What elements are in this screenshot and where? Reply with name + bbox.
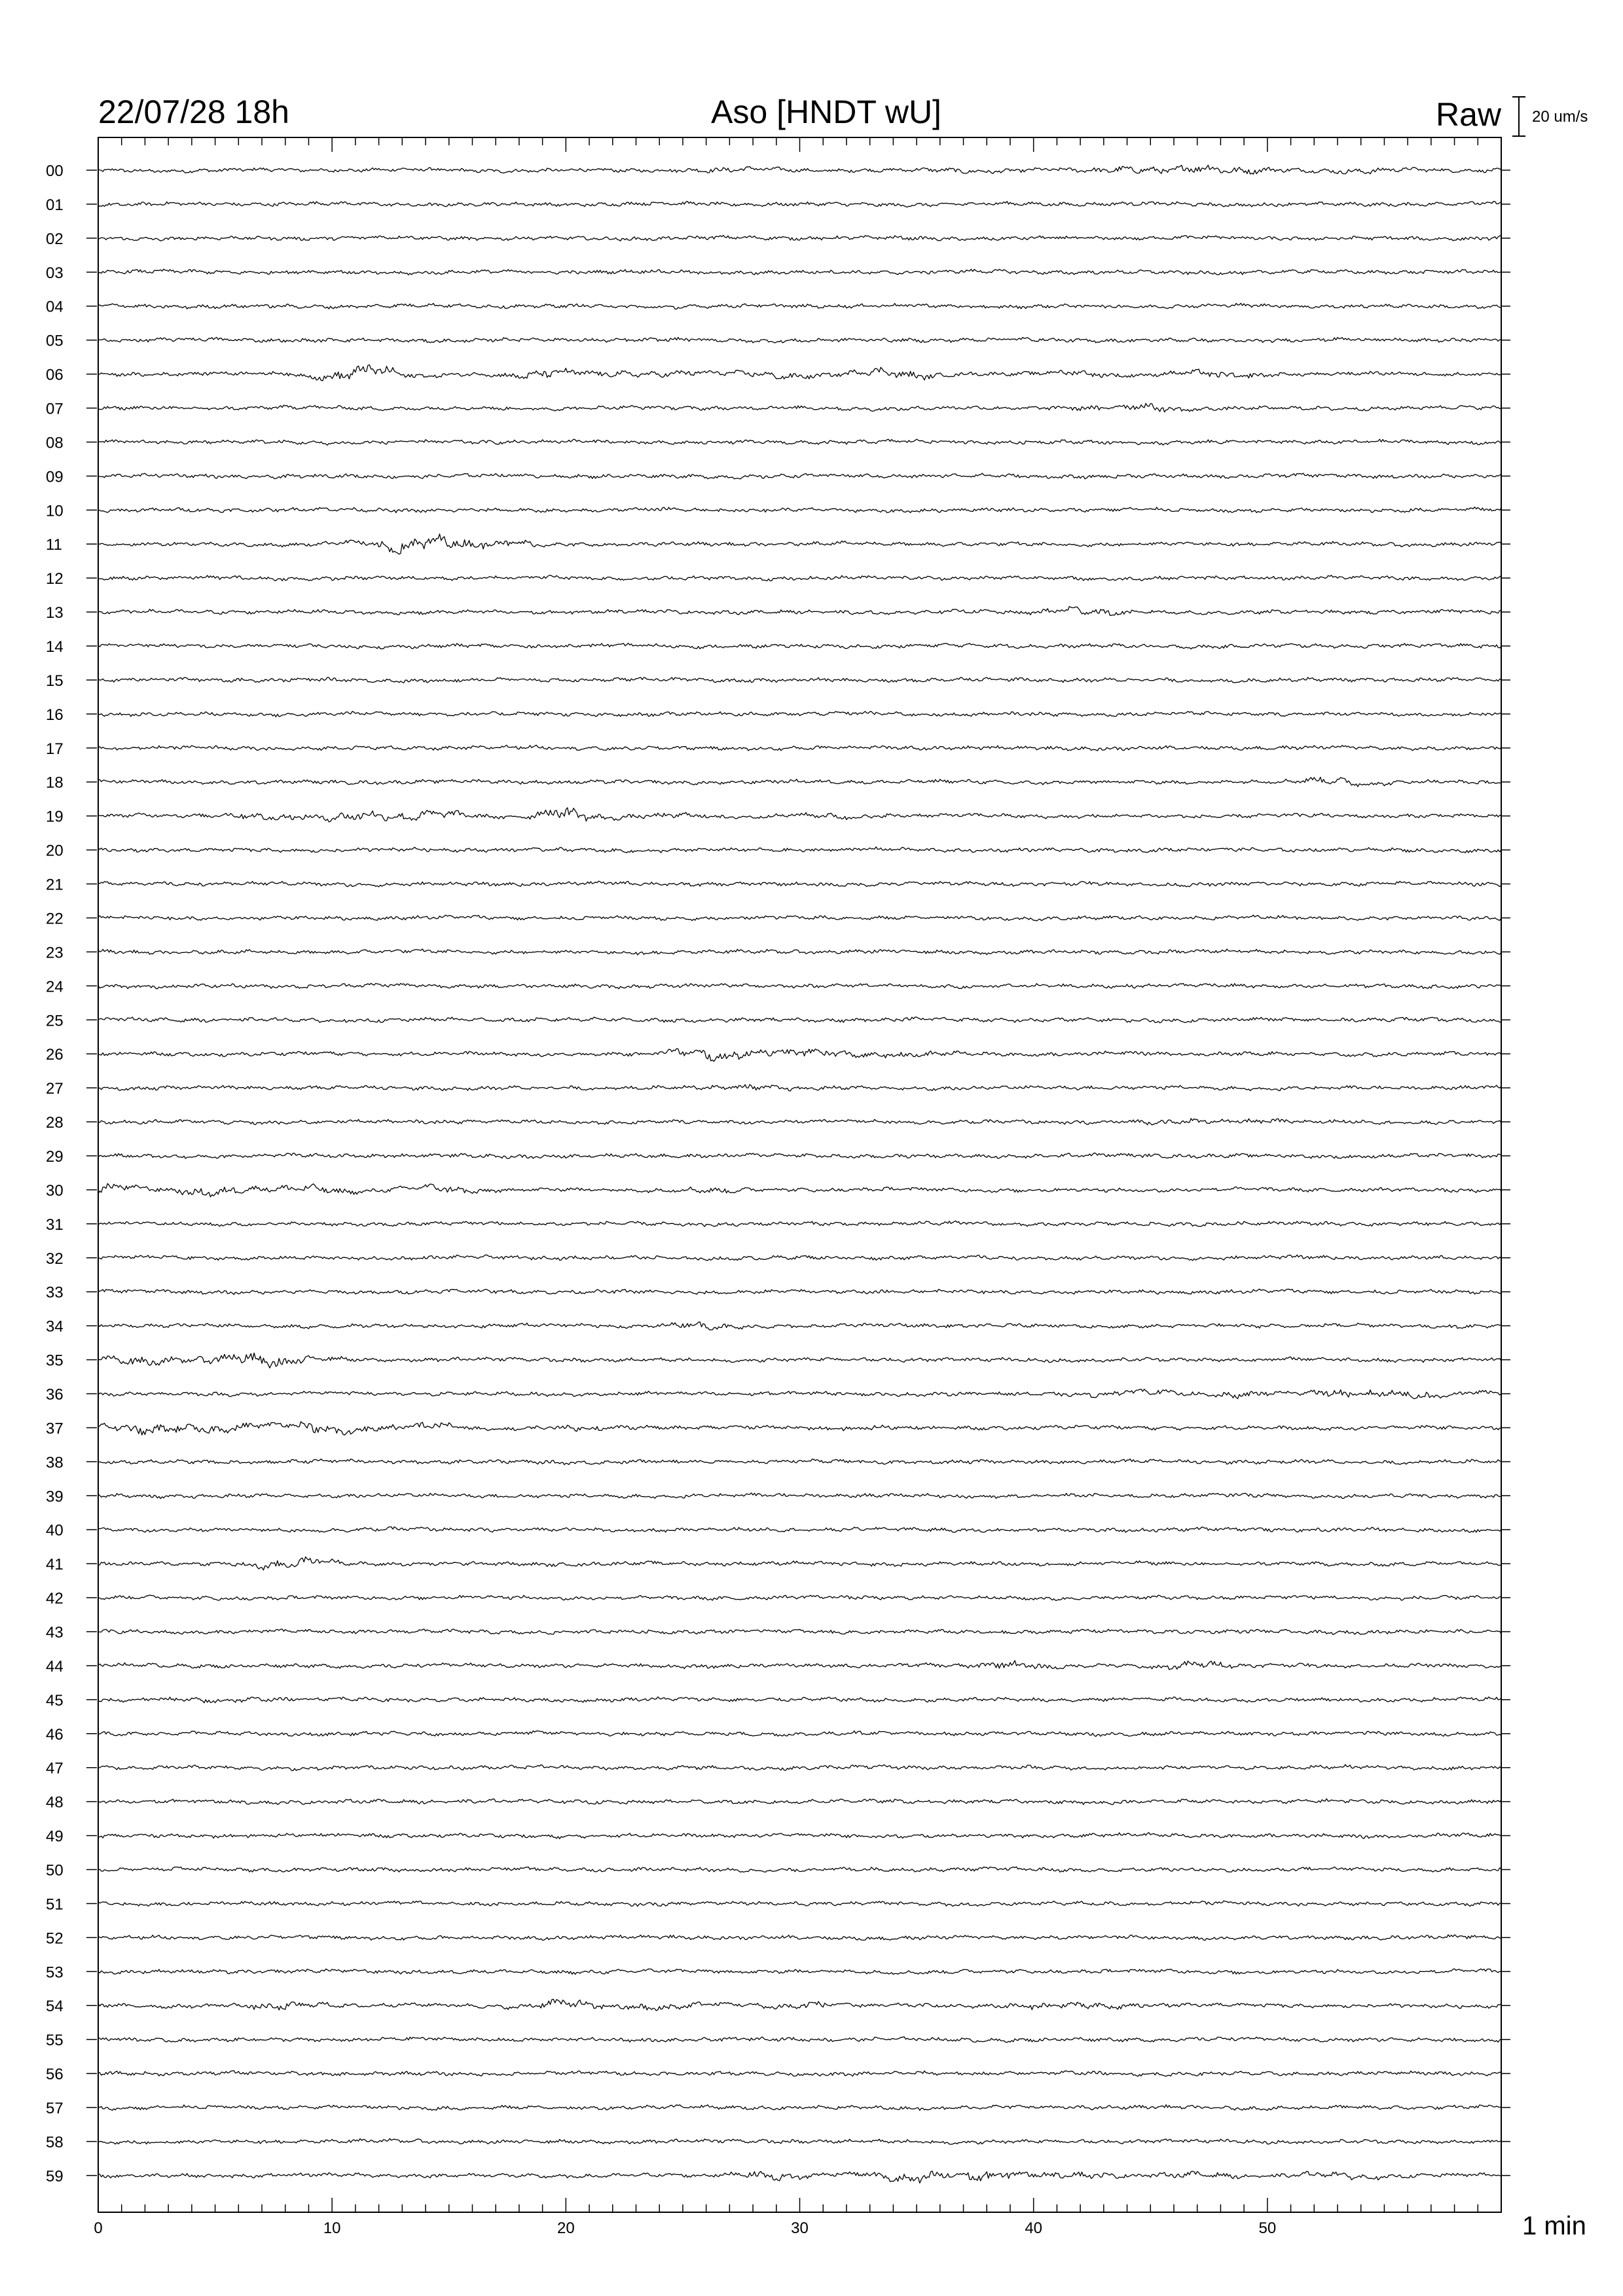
row-label: 39 [46,1488,64,1506]
row-label: 29 [46,1147,64,1166]
row-label: 22 [46,910,64,928]
x-tick-label: 20 [556,2219,575,2237]
row-label: 47 [46,1759,64,1778]
row-label: 33 [46,1283,64,1302]
row-label: 30 [46,1181,64,1200]
row-label: 18 [46,774,64,792]
row-label: 14 [46,638,64,656]
row-label: 38 [46,1454,64,1472]
row-label: 27 [46,1080,64,1098]
row-label: 06 [46,366,64,384]
row-label: 23 [46,944,64,962]
row-label: 55 [46,2032,64,2050]
time-unit-label: 1 min [1522,2212,1586,2240]
datetime-label: 22/07/28 18h [98,94,289,130]
row-label: 25 [46,1012,64,1030]
row-label: 26 [46,1046,64,1064]
amplitude-scale-label: 20 um/s [1532,108,1588,126]
row-label: 42 [46,1590,64,1608]
row-label: 35 [46,1352,64,1370]
row-label: 10 [46,502,64,520]
row-label: 16 [46,706,64,724]
x-tick-label: 50 [1258,2219,1277,2237]
row-label: 59 [46,2167,64,2185]
row-label: 36 [46,1386,64,1404]
row-label: 43 [46,1623,64,1641]
row-label: 28 [46,1114,64,1132]
row-label: 05 [46,332,64,350]
row-label: 13 [46,604,64,622]
row-label: 44 [46,1657,64,1676]
mode-label: Raw [1435,96,1501,133]
station-title: Aso [HNDT wU] [711,94,941,130]
row-label: 24 [46,978,64,996]
row-label: 21 [46,876,64,894]
row-label: 51 [46,1895,64,1914]
row-label: 34 [46,1318,64,1336]
row-label: 11 [46,536,62,554]
row-label: 53 [46,1964,64,1982]
row-label: 09 [46,468,64,486]
row-label: 52 [46,1929,64,1948]
row-label: 56 [46,2066,64,2084]
row-label: 32 [46,1249,64,1268]
x-tick-label: 30 [791,2219,809,2237]
row-label: 48 [46,1793,64,1812]
row-label: 50 [46,1861,64,1880]
x-tick-label: 40 [1025,2219,1043,2237]
row-label: 00 [46,162,64,180]
row-label: 04 [46,298,64,316]
row-label: 19 [46,808,64,826]
row-label: 57 [46,2100,64,2118]
row-label: 12 [46,570,64,588]
row-label: 58 [46,2133,64,2151]
x-tick-label: 10 [323,2219,341,2237]
row-label: 49 [46,1827,64,1846]
row-label: 54 [46,1998,64,2016]
row-label: 46 [46,1725,64,1744]
row-label: 01 [46,196,64,214]
row-label: 20 [46,842,64,860]
row-label: 03 [46,264,64,282]
row-label: 45 [46,1691,64,1710]
row-label: 40 [46,1522,64,1540]
row-label: 15 [46,672,64,690]
row-label: 41 [46,1556,64,1574]
row-label: 31 [46,1215,64,1234]
row-label: 37 [46,1420,64,1438]
row-label: 07 [46,400,64,418]
x-tick-label: 0 [94,2219,103,2237]
row-label: 17 [46,740,64,758]
row-label: 02 [46,230,64,248]
row-label: 08 [46,434,64,452]
